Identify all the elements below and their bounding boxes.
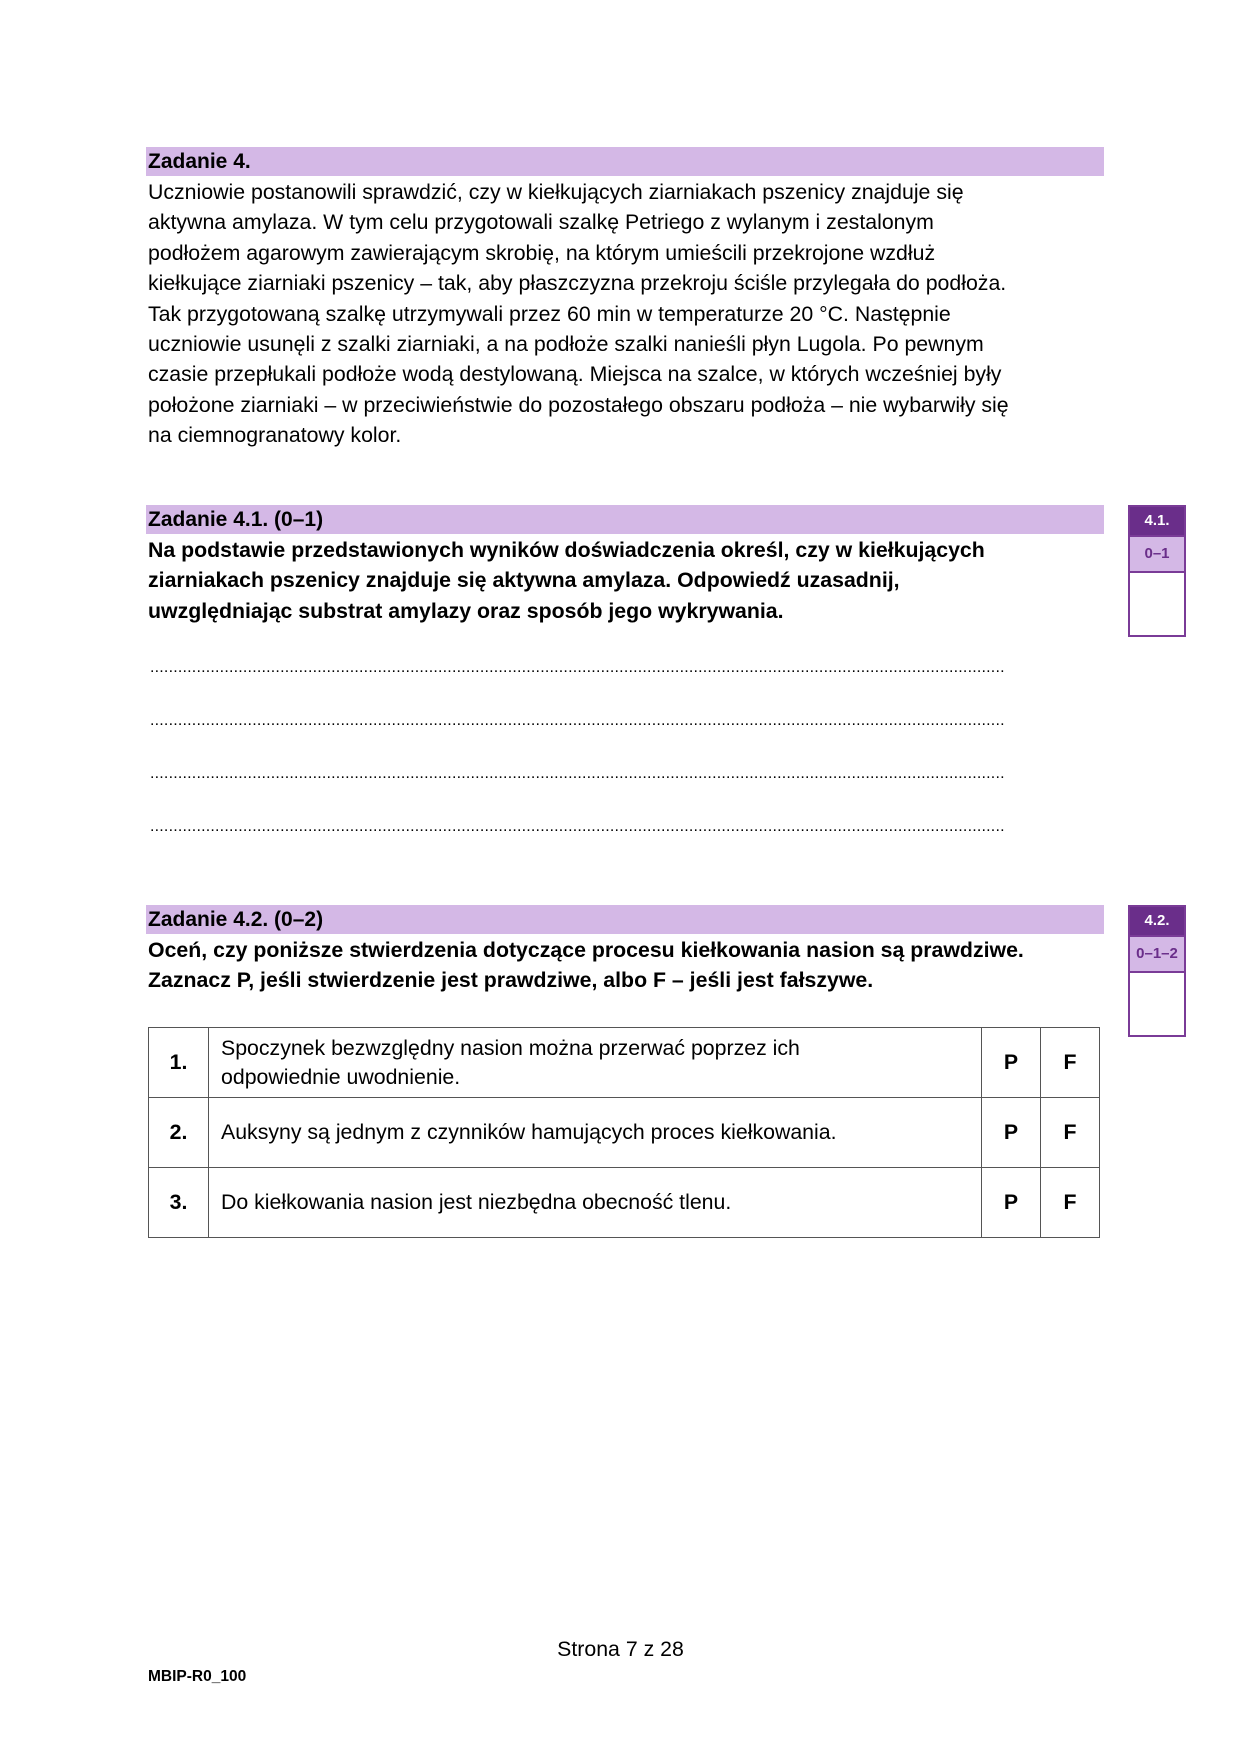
task4-heading: Zadanie 4. bbox=[146, 147, 1104, 176]
task4-line: na ciemnogranatowy kolor. bbox=[148, 423, 402, 448]
task41-line: ziarniakach pszenicy znajduje się aktywna amylaza. Odpowiedź uzasadnij, bbox=[148, 568, 900, 593]
answer-line[interactable]: ........................................................................................................................................................................................ bbox=[150, 818, 1005, 835]
statement-line: Auksyny są jednym z czynników hamujących proces kiełkowania. bbox=[221, 1120, 837, 1144]
score-box-4-1 bbox=[1128, 505, 1186, 637]
row-number: 2. bbox=[149, 1098, 209, 1168]
score-box-range: 0–1 bbox=[1130, 535, 1184, 573]
option-f[interactable]: F bbox=[1041, 1028, 1100, 1098]
statement-line: Do kiełkowania nasion jest niezbędna obecność tlenu. bbox=[221, 1190, 732, 1214]
option-p[interactable]: P bbox=[982, 1098, 1041, 1168]
option-f[interactable]: F bbox=[1041, 1098, 1100, 1168]
row-statement bbox=[209, 1168, 982, 1238]
task42-line: Zaznacz P, jeśli stwierdzenie jest prawdziwe, albo F – jeśli jest fałszywe. bbox=[148, 968, 874, 993]
task4-line: kiełkujące ziarniaki pszenicy – tak, aby płaszczyzna przekroju ściśle przylegała do podłoża. bbox=[148, 271, 1007, 296]
task42-heading: Zadanie 4.2. (0–2) bbox=[146, 905, 1104, 934]
score-box-label: 4.2. bbox=[1130, 907, 1184, 935]
option-f[interactable]: F bbox=[1041, 1168, 1100, 1238]
task42-instruction bbox=[148, 935, 1108, 996]
row-statement bbox=[209, 1098, 982, 1168]
task4-intro bbox=[148, 177, 1108, 451]
option-p[interactable]: P bbox=[982, 1168, 1041, 1238]
task4-line: Uczniowie postanowili sprawdzić, czy w kiełkujących ziarniakach pszenicy znajduje się bbox=[148, 180, 964, 204]
page-number: Strona 7 z 28 bbox=[557, 1637, 684, 1661]
score-box-label: 4.1. bbox=[1130, 507, 1184, 535]
table-row bbox=[149, 1168, 1100, 1238]
task4-line: położone ziarniaki – w przeciwieństwie do pozostałego obszaru podłoża – nie wybarwiły się bbox=[148, 392, 1009, 417]
row-number: 1. bbox=[149, 1028, 209, 1098]
answer-line[interactable]: ........................................................................................................................................................................................ bbox=[150, 659, 1005, 676]
statement-line: Spoczynek bezwzględny nasion można przerwać poprzez ich bbox=[221, 1035, 800, 1060]
score-box-4-2 bbox=[1128, 905, 1186, 1037]
score-box-range: 0–1–2 bbox=[1130, 935, 1184, 973]
row-statement bbox=[209, 1028, 982, 1098]
task4-line: podłożem agarowym zawierającym skrobię, na którym umieścili przekrojone wzdłuż bbox=[148, 240, 936, 265]
task41-line: uwzględniając substrat amylazy oraz sposób jego wykrywania. bbox=[148, 598, 784, 623]
answer-line[interactable]: ........................................................................................................................................................................................ bbox=[150, 765, 1005, 782]
row-number: 3. bbox=[149, 1168, 209, 1238]
task41-line: Na podstawie przedstawionych wyników doświadczenia określ, czy w kiełkujących bbox=[148, 538, 985, 562]
option-p[interactable]: P bbox=[982, 1028, 1041, 1098]
table-row bbox=[149, 1098, 1100, 1168]
task42-line: Oceń, czy poniższe stwierdzenia dotyczące procesu kiełkowania nasion są prawdziwe. bbox=[148, 938, 1024, 962]
score-box-input[interactable] bbox=[1130, 973, 1184, 1035]
table-row bbox=[149, 1028, 1100, 1098]
task4-line: Tak przygotowaną szalkę utrzymywali przez 60 min w temperaturze 20 °C. Następnie bbox=[148, 301, 951, 326]
true-false-table bbox=[148, 1027, 1100, 1238]
task41-heading: Zadanie 4.1. (0–1) bbox=[146, 505, 1104, 534]
exam-code: MBIP-R0_100 bbox=[148, 1668, 247, 1685]
task4-line: uczniowie usunęli z szalki ziarniaki, a na podłoże szalki nanieśli płyn Lugola. Po pewnym bbox=[148, 332, 984, 357]
task41-instruction bbox=[148, 535, 1108, 626]
answer-line[interactable]: ........................................................................................................................................................................................ bbox=[150, 712, 1005, 729]
task4-line: aktywna amylaza. W tym celu przygotowali szalkę Petriego z wylanym i zestalonym bbox=[148, 210, 934, 235]
task4-line: czasie przepłukali podłoże wodą destylowaną. Miejsca na szalce, w których wcześniej były bbox=[148, 362, 1002, 387]
statement-line: odpowiednie uwodnienie. bbox=[221, 1064, 461, 1089]
score-box-input[interactable] bbox=[1130, 573, 1184, 635]
